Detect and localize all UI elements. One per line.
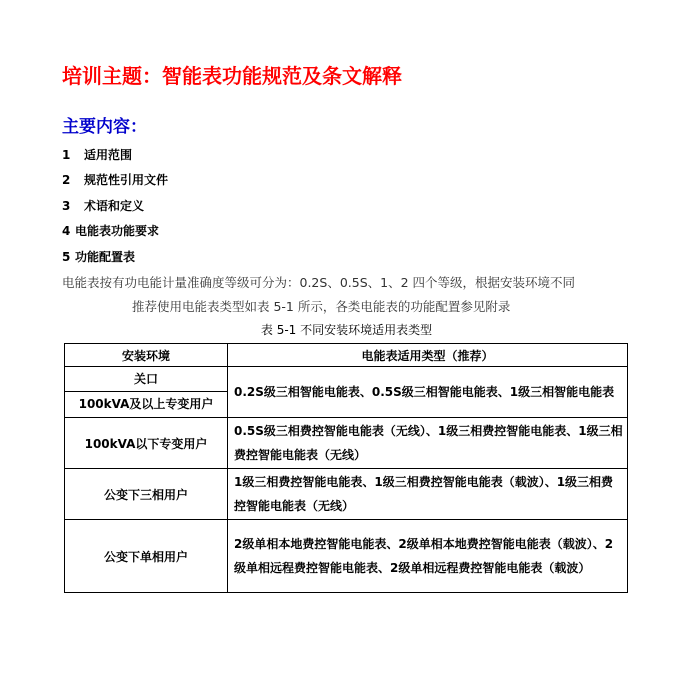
outline-text: 规范性引用文件 bbox=[84, 173, 169, 187]
env-cell bbox=[65, 469, 228, 520]
types-cell: 0.2S级三相智能电能表、0.5S级三相智能电能表、1级三相智能电能表 bbox=[228, 367, 628, 418]
table-row bbox=[65, 367, 628, 418]
header-install-environment: 安装环境 bbox=[65, 344, 228, 367]
table-row bbox=[65, 418, 628, 469]
outline-item bbox=[62, 248, 135, 265]
outline-text: 适用范围 bbox=[84, 148, 133, 162]
env-line: 公变下单相用户 bbox=[103, 549, 188, 564]
section-heading: 主要内容： bbox=[62, 117, 147, 137]
table-row bbox=[65, 469, 628, 520]
types-cell: 0.5S级三相费控智能电能表（无线）、1级三相费控智能电能表、1级三相费控智能电能表（无线） bbox=[228, 418, 628, 469]
outline-number: 3 bbox=[62, 199, 71, 213]
body-paragraph-line: 推荐使用电能表类型如表 5-1 所示，各类电能表的功能配置参见附录 bbox=[132, 299, 511, 314]
table-row bbox=[65, 520, 628, 593]
outline-number: 4 bbox=[62, 224, 71, 238]
body-paragraph-line: 电能表按有功电能计量准确度等级可分为：0.2S、0.5S、1、2 四个等级，根据安装环境不同 bbox=[62, 275, 576, 290]
outline-number: 5 bbox=[62, 250, 71, 264]
outline-item bbox=[62, 146, 132, 163]
outline-item bbox=[62, 222, 159, 239]
outline-text: 术语和定义 bbox=[84, 199, 145, 213]
outline-number: 2 bbox=[62, 173, 71, 187]
outline-item bbox=[62, 171, 168, 188]
outline-item bbox=[62, 197, 144, 214]
env-cell bbox=[65, 520, 228, 593]
types-cell: 1级三相费控智能电能表、1级三相费控智能电能表（载波）、1级三相费控智能电能表（无线） bbox=[228, 469, 628, 520]
environment-meter-table bbox=[64, 343, 628, 593]
header-meter-type: 电能表适用类型（推荐） bbox=[228, 344, 628, 367]
page-title: 培训主题：智能表功能规范及条文解释 bbox=[62, 64, 402, 88]
outline-text: 功能配置表 bbox=[75, 250, 136, 264]
table-caption: 表 5-1 不同安装环境适用表类型 bbox=[260, 323, 433, 337]
outline-text: 电能表功能要求 bbox=[75, 224, 160, 238]
env-cell bbox=[65, 367, 228, 418]
env-cell bbox=[65, 418, 228, 469]
env-line: 100kVA及以上专变用户 bbox=[78, 397, 214, 411]
outline-number: 1 bbox=[62, 148, 71, 162]
types-cell: 2级单相本地费控智能电能表、2级单相本地费控智能电能表（载波）、2级单相远程费控智能电能表、2级单相远程费控智能电能表（载波） bbox=[228, 520, 628, 593]
table-header-row bbox=[65, 344, 628, 367]
env-line: 100kVA以下专变用户 bbox=[84, 436, 208, 451]
env-line: 公变下三相用户 bbox=[103, 487, 188, 502]
env-line: 关口 bbox=[65, 367, 227, 392]
